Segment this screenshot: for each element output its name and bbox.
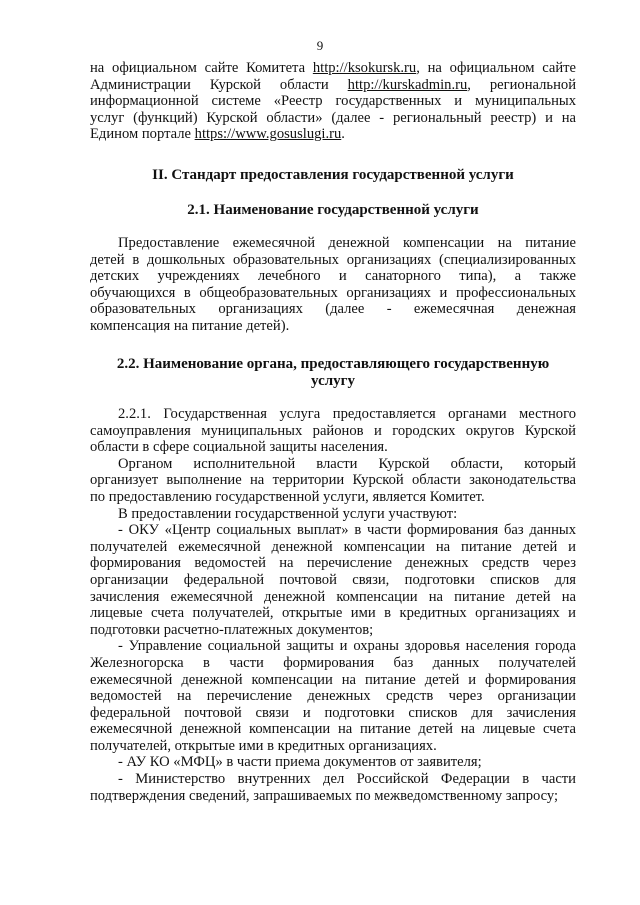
gosuslugi-link[interactable]: https://www.gosuslugi.ru [194, 126, 342, 143]
body-line: - АУ КО «МФЦ» в части приема документов от заявителя; [118, 754, 482, 771]
body-line: организации федеральной почтовой связи, подготовки списков для [90, 571, 576, 588]
body-line: получателей ежемесячной денежной компенсации на питание детей и [90, 538, 576, 555]
intro-line: Едином портале https://www.gosuslugi.ru. [90, 126, 345, 143]
body-line: получателей, открытые ими в кредитных организациях. [90, 737, 437, 754]
body-line: лицевые счета получателей, открытые ими в кредитных организациях и [90, 605, 576, 622]
body-line: формирования ведомостей на перечисление денежных средств через [90, 555, 576, 572]
section-heading-2-2: 2.2. Наименование органа, предоставляющего государственную услугу [116, 356, 550, 389]
intro-line: услуг (функций) Курской области» (далее - региональный реестр) и на [90, 109, 576, 126]
body-line: ежемесячной денежной компенсации на питание детей на лицевые счета [90, 721, 576, 738]
paragraph-line: компенсация на питание детей). [90, 317, 290, 334]
intro-line: на официальном сайте Комитета http://ksokursk.ru, на официальном сайте [90, 60, 576, 76]
paragraph-line: детских учреждениях лечебного и санаторного типа), а также [90, 268, 576, 285]
kurskadmin-link[interactable]: http://kurskadmin.ru [347, 76, 468, 93]
body-line: - Управление социальной защиты и охраны здоровья населения города [118, 638, 576, 655]
paragraph-line: детей в дошкольных образовательных организациях (специализированных [90, 251, 576, 268]
paragraph-2-1 [90, 235, 576, 335]
body-line: ведомостей на перечисление денежных средств через организации [90, 688, 576, 705]
body-line: В предоставлении государственной услуги участвуют: [118, 505, 458, 522]
body-line: - ОКУ «Центр социальных выплат» в части формирования баз данных [118, 522, 576, 539]
paragraph-line: образовательных организациях (далее - ежемесячная денежная [90, 301, 576, 318]
intro-line: Администрации Курской области http://kurskadmin.ru, региональной [90, 76, 577, 93]
page-number: 9 [316, 38, 324, 53]
body-line: подготовки расчетно-платежных документов; [90, 621, 374, 638]
body-line: зачисления ежемесячной денежной компенсации на питание детей на [90, 588, 576, 605]
body-line: Железногорска в части формирования баз данных получателей [90, 654, 576, 671]
body-line: Органом исполнительной власти Курской области, который [118, 455, 576, 472]
intro-paragraph [90, 60, 576, 143]
body-line: - Министерство внутренних дел Российской Федерации в части [118, 771, 576, 788]
body-line: ежемесячной денежной компенсации на питание детей и формирования [90, 671, 576, 688]
section-heading-2: II. Стандарт предоставления государственной услуги [152, 167, 514, 183]
body-line: области в сфере социальной защиты населения. [90, 439, 388, 456]
intro-line: информационной системе «Реестр государственных и муниципальных [90, 93, 576, 110]
paragraph-line: обучающихся в общеобразовательных организациях и профессиональных [90, 284, 576, 301]
body-line: 2.2.1. Государственная услуга предоставляется органами местного [118, 406, 576, 422]
paragraph-line: Предоставление ежемесячной денежной компенсации на питание [118, 235, 576, 251]
ksokursk-link[interactable]: http://ksokursk.ru [312, 60, 417, 76]
section-heading-2-1: 2.1. Наименование государственной услуги [187, 202, 479, 218]
body-line: организует выполнение на территории Курской области законодательства [90, 472, 576, 489]
body-line: самоуправления муниципальных районов и городских округов Курской [90, 422, 576, 439]
body-line: по предоставлению государственной услуги, является Комитет. [90, 488, 485, 505]
body-line: подтверждения сведений, запрашиваемых по межведомственному запросу; [90, 787, 559, 804]
section-2-2-body [90, 406, 576, 804]
body-line: федеральной почтовой связи и подготовки списков для зачисления [90, 704, 576, 721]
